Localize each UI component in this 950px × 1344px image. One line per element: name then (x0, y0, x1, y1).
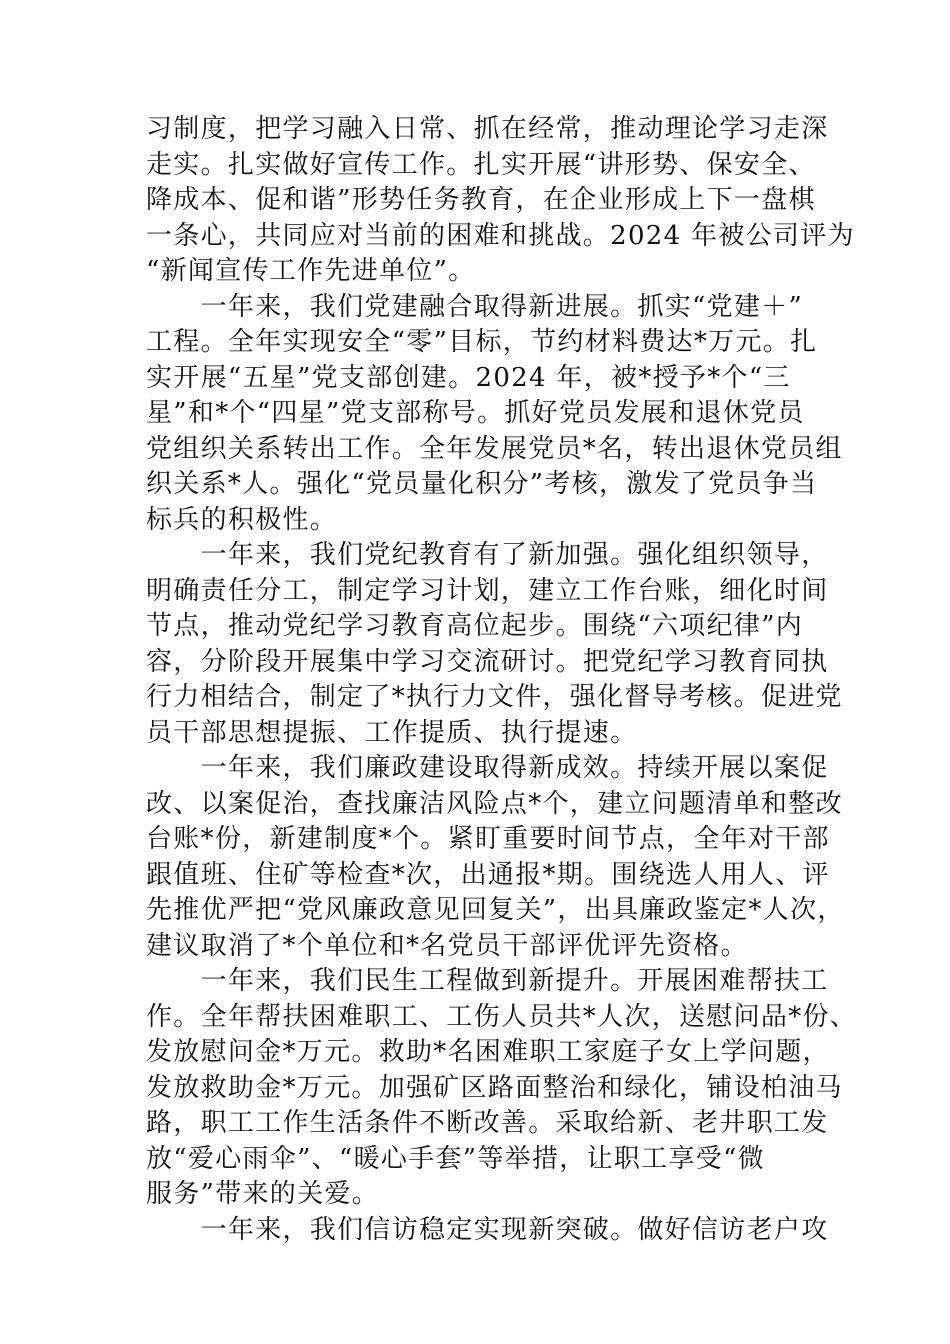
text-line: 发放慰问金*万元。救助*名困难职工家庭子女上学问题， (146, 1037, 830, 1067)
text-line: 织关系*人。强化“党员量化积分”考核，激发了党员争当 (146, 469, 818, 499)
text-line: 一条心，共同应对当前的困难和挑战。2024 年被公司评为 (146, 220, 855, 251)
text-line: 台账*份，新建制度*个。紧盯重要时间节点，全年对干部 (146, 824, 830, 854)
text-line: 先推优严把“党风廉政意见回复关”，出具廉政鉴定*人次， (146, 895, 845, 925)
text-line: 改、以案促治，查找廉洁风险点*个，建立问题清单和整改 (146, 788, 843, 819)
text-line: 作。全年帮扶困难职工、工伤人员共*人次，送慰问品*份、 (146, 1001, 858, 1032)
text-line: 发放救助金*万元。加强矿区路面整治和绿化，铺设柏油马 (146, 1072, 843, 1103)
text-line: 一年来，我们信访稳定实现新突破。做好信访老户攻 (146, 1214, 829, 1245)
text-line: 员干部思想提振、工作提质、执行提速。 (146, 717, 638, 748)
text-line: 一年来，我们民生工程做到新提升。开展困难帮扶工 (146, 966, 829, 996)
text-line: 路，职工工作生活条件不断改善。采取给新、老井职工发 (146, 1108, 829, 1138)
text-line: 服务”带来的关爱。 (146, 1179, 379, 1209)
text-line: 星”和*个“四星”党支部称号。抓好党员发展和退休党员 (146, 398, 805, 428)
text-line: 习制度，把学习融入日常、抓在经常，推动理论学习走深 (146, 114, 829, 144)
text-line: 节点，推动党纪学习教育高位起步。围绕“六项纪律”内 (146, 611, 804, 641)
text-line: 走实。扎实做好宣传工作。扎实开展“讲形势、保安全、 (146, 149, 816, 180)
text-line: 降成本、促和谐”形势任务教育，在企业形成上下一盘棋 (146, 185, 816, 215)
text-line: 一年来，我们党纪教育有了新加强。强化组织领导， (146, 540, 829, 570)
text-line: 建议取消了*个单位和*名党员干部评优评先资格。 (146, 930, 748, 961)
text-line: 工程。全年实现安全“零”目标，节约材料费达*万元。扎 (146, 327, 818, 357)
text-line: 容，分阶段开展集中学习交流研讨。把党纪学习教育同执 (146, 646, 829, 677)
text-line: 放“爱心雨伞”、“暖心手套”等举措，让职工享受“微 (146, 1143, 765, 1174)
text-line: 党组织关系转出工作。全年发展党员*名，转出退休党员组 (146, 433, 843, 464)
text-line: 跟值班、住矿等检查*次，出通报*期。围绕选人用人、评 (146, 859, 830, 890)
text-line: 一年来，我们廉政建设取得新成效。持续开展以案促 (146, 753, 829, 783)
body-text (146, 112, 858, 1248)
text-line: 实开展“五星”党支部创建。2024 年，被*授予*个“三 (146, 362, 791, 393)
text-line: 标兵的积极性。 (146, 504, 338, 535)
text-line: 明确责任分工，制定学习计划，建立工作台账，细化时间 (146, 575, 829, 606)
text-line: “新闻宣传工作先进单位”。 (146, 256, 476, 286)
text-line: 一年来，我们党建融合取得新进展。抓实“党建＋” (146, 291, 804, 322)
text-line: 行力相结合，制定了*执行力文件，强化督导考核。促进党 (146, 682, 843, 712)
